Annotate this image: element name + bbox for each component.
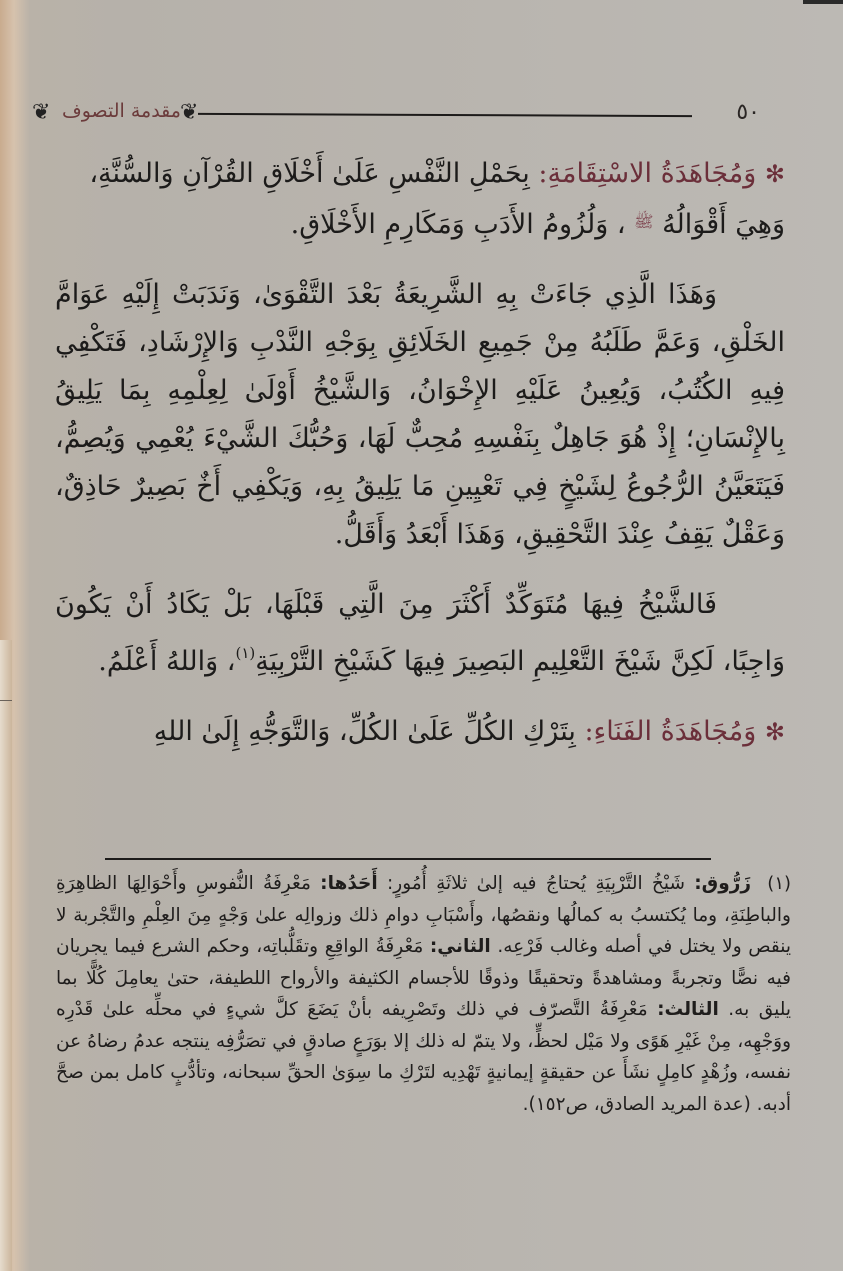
text-run: ، وَاللهُ أَعْلَمُ. bbox=[98, 646, 236, 677]
ornament-icon: ❦ bbox=[32, 100, 51, 125]
footnote-citation: كامل بمن صحَّ أدبه. (عدة المريد الصادق، ص١٥٢). bbox=[56, 1062, 791, 1115]
star-bullet-icon: ✻ bbox=[764, 718, 785, 746]
footnote-author: زَرُّوق: bbox=[694, 873, 752, 894]
header-rule bbox=[198, 113, 692, 117]
text-run: الواقِعِ وتقَلُّباتِه، وحكم الشرع فيما يجريان فيه نصًّا وتجربةً ومشاهدةً وتحقيقًا وذوقًا bbox=[56, 936, 791, 989]
section-term: وَمُجَاهَدَةُ الفَنَاءِ: bbox=[584, 716, 757, 747]
star-bullet-icon: ✻ bbox=[764, 160, 785, 188]
text-run: بِالإِنْسَانِ؛ إِذْ هُوَ جَاهِلٌ بِنَفْسِهِ مُحِبٌّ لَهَا، وَحُبُّكَ الشَّيْءَ يُعْمِي وَيُصِمُّ، bbox=[55, 423, 785, 454]
text-run: للأجسام الكثيفة والأرواح اللطيفة، حتىٰ يعامِلَ كُلًّا بما يليق به. bbox=[56, 967, 792, 1020]
text-run: مَعْرِفَةُ النُّفوسِ وأَحْوَالِهَا bbox=[126, 873, 321, 894]
page-edge-shadow bbox=[803, 0, 843, 4]
footnote-text bbox=[56, 873, 791, 1115]
text-run: شَيْخُ التَّرْبِيَةِ يُحتاجُ فيه إلىٰ ثلاثَةِ أُمُورٍ: bbox=[377, 873, 695, 894]
footnote-label: الثاني: bbox=[429, 936, 491, 957]
section-term: وَمُجَاهَدَةُ الاسْتِقَامَةِ: bbox=[538, 158, 757, 189]
section-istiqama bbox=[55, 150, 785, 249]
text-run: بِتَرْكِ الكُلِّ عَلَىٰ الكُلِّ، وَالتَّوَجُّهِ إِلَىٰ اللهِ bbox=[153, 716, 585, 747]
text-run: وَجْهٍ مِنَ العِلْمِ والتَّجْربة لا ينقص ولا يختل في أصله وغالب فَرْعِه. bbox=[56, 904, 791, 957]
text-run: بِحَمْلِ النَّفْسِ عَلَىٰ أَخْلَاقِ القُرْآنِ وَالسُّنَّةِ، bbox=[89, 158, 539, 189]
footnote bbox=[56, 868, 791, 1120]
paragraph bbox=[55, 271, 785, 559]
text-run: ، وَلُزُومُ الأَدَبِ وَمَكَارِمِ الأَخْلَاقِ. bbox=[290, 209, 626, 240]
text-run: التَّصرّف في ذلك وتَصْرِيفه بأنْ يَضَعَ كلَّ شيءٍ في محلِّه علىٰ قَدْرِه ووَجْهِه، مِنْ غَيْرِ bbox=[56, 999, 791, 1052]
text-run: فَالشَّيْخُ فِيهَا مُتَوَكِّدٌ أَكْثَرَ مِنَ الَّتِي قَبْلَهَا، بَلْ يَكَادُ أَنْ يَكُونَ وَاجِبًا، bbox=[55, 589, 785, 677]
book-title: مقدمة التصوف bbox=[62, 100, 181, 122]
footnote-label: الثالث: bbox=[657, 999, 719, 1020]
footnote-reference[interactable]: (١) bbox=[235, 644, 256, 662]
text-run: فَيَتَعَيَّنُ الرُّجُوعُ لِشَيْخٍ فِي تَعْيِينِ مَا يَلِيقُ بِهِ، وَيَكْفِي أَخٌ بَصِيرٌ حَاذِقٌ، bbox=[55, 471, 785, 502]
facing-page-rule bbox=[0, 700, 12, 701]
text-run: مَعْرِفَةُ bbox=[599, 999, 658, 1020]
main-text bbox=[55, 150, 785, 778]
footnote-label: أَحَدُها: bbox=[320, 873, 378, 894]
section-fanaa bbox=[55, 708, 785, 756]
text-run: مَعْرِفَةُ bbox=[375, 936, 430, 957]
text-run: نفسه، وزُهْدٍ كامِلٍ نشَأَ عن حقيقةٍ إيمانيةٍ تَهْدِيه لتَرْكِ ما سِوَىٰ الحقِّ سبحانه، وتأدُّبٍ bbox=[170, 1062, 791, 1083]
facing-page-edge bbox=[0, 640, 12, 1271]
text-line bbox=[55, 198, 785, 249]
text-run: وَهِيَ أَقْوَالُهُ bbox=[662, 209, 785, 240]
footnote-number: (١) bbox=[767, 873, 792, 894]
running-header bbox=[30, 98, 770, 132]
page-number: ٥٠ bbox=[736, 100, 760, 125]
text-run: الظاهِرَةِ والباطِنَةِ، وما يُكتسبُ به كمالُها ونقصُها، وأَسْبَابِ دوامِ ذلك وزوالِه علىٰ bbox=[56, 873, 791, 926]
text-run: هَوًى ولا مَيْل لحظٍّ، ولا يتمّ له ذلك إلا بوَرَعٍ صادقٍ في تصَرُّفِه ينتجه عدمُ رضاهُ عن bbox=[56, 1030, 670, 1052]
text-run: وَهَذَا الَّذِي جَاءَتْ بِهِ الشَّرِيعَةُ بَعْدَ التَّقْوَىٰ، وَنَدَبَتْ إِلَيْهِ عَوَامَّ bbox=[55, 279, 717, 310]
text-run: الخَلْقِ، وَعَمَّ طَلَبُهُ مِنْ جَمِيعِ الخَلَائِقِ بِوَجْهِ النَّدْبِ وَالإِرْشَادِ، فَتَكْفِي bbox=[55, 327, 785, 358]
paragraph bbox=[55, 581, 785, 686]
text-run: فِيهِ الكُتُبُ، وَيُعِينُ عَلَيْهِ الإِخْوَانُ، وَالشَّيْخُ أَوْلَىٰ لِعِلْمِهِ بِمَا يَلِيقُ bbox=[55, 375, 785, 406]
footnote-separator bbox=[105, 858, 711, 860]
text-line bbox=[55, 150, 785, 198]
text-run: لَكِنَّ شَيْخَ التَّعْلِيمِ البَصِيرَ فِيهَا كَشَيْخِ التَّرْبِيَةِ bbox=[255, 646, 715, 677]
salutation-glyph-icon: ﷺ bbox=[634, 212, 654, 231]
text-run: وَعَقْلٌ يَقِفُ عِنْدَ التَّحْقِيقِ، وَهَذَا أَبْعَدُ وَأَقَلُّ. bbox=[334, 519, 785, 550]
ornament-icon: ❦ bbox=[180, 100, 199, 125]
